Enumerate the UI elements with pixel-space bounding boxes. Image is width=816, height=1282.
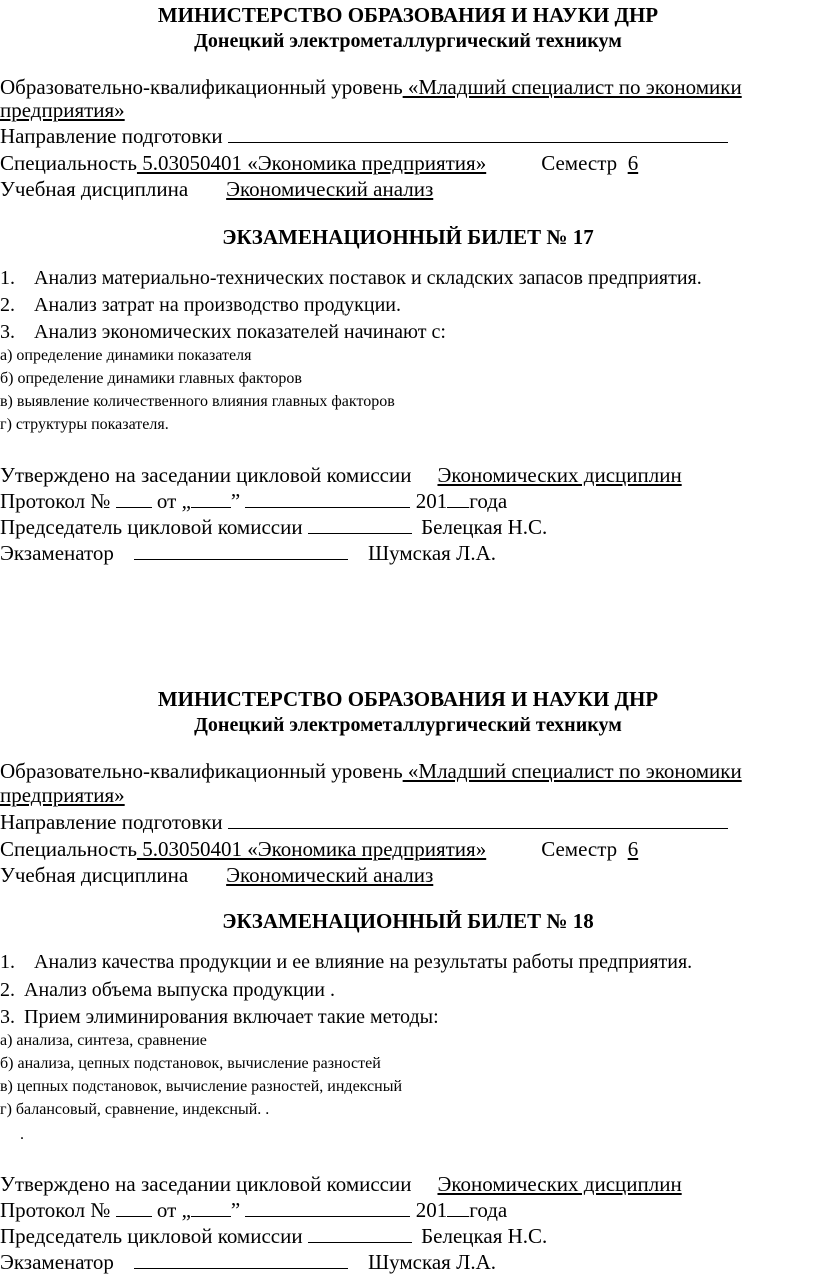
question-3 <box>0 320 446 344</box>
answer-option-a: а) анализа, синтеза, сравнение <box>0 1032 207 1049</box>
level-value-part1: «Младший специалист по экономики <box>402 75 742 99</box>
question-3 <box>0 1005 439 1029</box>
specialty-value: 5.03050401 «Экономика предприятия» <box>136 151 487 175</box>
chair-name: Белецкая Н.С. <box>421 515 548 539</box>
direction-label: Направление подготовки <box>0 810 223 834</box>
question-1 <box>0 266 702 290</box>
answer-option-b: б) определение динамики главных факторов <box>0 370 302 387</box>
approved-line <box>0 1172 682 1196</box>
examiner-name: Шумская Л.А. <box>367 541 496 565</box>
protocol-month-blank <box>245 1198 410 1217</box>
question-text: Прием элиминирования включает такие методы: <box>24 1006 439 1028</box>
level-label: Образовательно-квалификационный уровень <box>0 75 403 99</box>
protocol-from: от „ <box>156 489 191 513</box>
level-value-part2: предприятия» <box>0 98 125 122</box>
level-label: Образовательно-квалификационный уровень <box>0 759 403 783</box>
discipline-value: Экономический анализ <box>226 177 434 201</box>
ministry-header: МИНИСТЕРСТВО ОБРАЗОВАНИЯ И НАУКИ ДНР <box>157 3 659 27</box>
chair-line <box>0 515 547 539</box>
examiner-line <box>0 541 496 565</box>
examiner-name: Шумская Л.А. <box>367 1250 496 1274</box>
question-2 <box>0 978 335 1002</box>
approved-label: Утверждено на заседании цикловой комиссии <box>0 1172 412 1196</box>
question-text: Анализ качества продукции и ее влияние на результаты работы предприятия. <box>34 951 693 973</box>
approved-value: Экономических дисциплин <box>437 1172 682 1196</box>
college-header: Донецкий электрометаллургический техникум <box>194 714 622 736</box>
protocol-day-blank <box>191 1198 231 1217</box>
trailing-dot: . <box>20 1126 24 1143</box>
discipline-value: Экономический анализ <box>226 863 434 887</box>
chair-signature-blank <box>308 515 412 534</box>
approved-line <box>0 463 682 487</box>
protocol-year: 201 <box>415 1198 448 1222</box>
protocol-year-suffix: года <box>469 1198 508 1222</box>
question-text: Анализ объема выпуска продукции . <box>24 979 335 1001</box>
discipline-label: Учебная дисциплина <box>0 863 189 887</box>
answer-option-b: б) анализа, цепных подстановок, вычисление разностей <box>0 1055 381 1072</box>
direction-line <box>0 810 728 834</box>
direction-blank <box>228 124 728 143</box>
protocol-year-blank <box>447 1198 469 1217</box>
semester-label: Семестр <box>541 151 618 175</box>
question-1 <box>0 950 692 974</box>
examiner-label: Экзаменатор <box>0 1250 114 1274</box>
question-text: Анализ материально-технических поставок и складских запасов предприятия. <box>34 267 702 289</box>
answer-option-a: а) определение динамики показателя <box>0 347 252 364</box>
answer-option-d: г) балансовый, сравнение, индексный. . <box>0 1101 270 1118</box>
protocol-year-blank <box>447 489 469 508</box>
protocol-quote: ” <box>230 489 241 513</box>
semester-value: 6 <box>627 151 639 175</box>
chair-label: Председатель цикловой комиссии <box>0 1224 303 1248</box>
college-header: Донецкий электрометаллургический техникум <box>194 30 622 52</box>
examiner-signature-blank <box>134 541 348 560</box>
direction-blank <box>228 810 728 829</box>
examiner-signature-blank <box>134 1250 348 1269</box>
question-number: 3. <box>0 1006 15 1028</box>
specialty-label: Специальность <box>0 151 137 175</box>
answer-option-c: в) выявление количественного влияния главных факторов <box>0 393 395 410</box>
question-text: Анализ затрат на производство продукции. <box>34 294 401 316</box>
protocol-number-blank <box>116 1198 152 1217</box>
approved-value: Экономических дисциплин <box>437 463 682 487</box>
question-number: 3. <box>0 321 15 343</box>
discipline-line <box>0 863 433 887</box>
ticket-title: ЭКЗАМЕНАЦИОННЫЙ БИЛЕТ № 17 <box>222 225 594 249</box>
level-value-part1: «Младший специалист по экономики <box>402 759 742 783</box>
specialty-value: 5.03050401 «Экономика предприятия» <box>136 837 487 861</box>
protocol-from: от „ <box>156 1198 191 1222</box>
level-line-2 <box>0 783 125 807</box>
protocol-month-blank <box>245 489 410 508</box>
examiner-line <box>0 1250 496 1274</box>
chair-signature-blank <box>308 1224 412 1243</box>
specialty-line <box>0 837 638 861</box>
protocol-label: Протокол № <box>0 1198 111 1222</box>
question-number: 1. <box>0 267 15 289</box>
specialty-line <box>0 151 638 175</box>
answer-option-c: в) цепных подстановок, вычисление разностей, индексный <box>0 1078 403 1095</box>
specialty-label: Специальность <box>0 837 137 861</box>
semester-value: 6 <box>627 837 639 861</box>
ministry-header: МИНИСТЕРСТВО ОБРАЗОВАНИЯ И НАУКИ ДНР <box>157 687 659 711</box>
question-number: 1. <box>0 951 15 973</box>
ticket-title: ЭКЗАМЕНАЦИОННЫЙ БИЛЕТ № 18 <box>222 909 594 933</box>
protocol-label: Протокол № <box>0 489 111 513</box>
direction-label: Направление подготовки <box>0 124 223 148</box>
level-line <box>0 759 742 783</box>
chair-label: Председатель цикловой комиссии <box>0 515 303 539</box>
protocol-year: 201 <box>415 489 448 513</box>
level-value-part2: предприятия» <box>0 783 125 807</box>
protocol-year-suffix: года <box>469 489 508 513</box>
protocol-line <box>0 1198 507 1222</box>
discipline-label: Учебная дисциплина <box>0 177 189 201</box>
chair-line <box>0 1224 547 1248</box>
answer-option-d: г) структуры показателя. <box>0 416 169 433</box>
protocol-day-blank <box>191 489 231 508</box>
question-2 <box>0 293 401 317</box>
protocol-quote: ” <box>230 1198 241 1222</box>
direction-line <box>0 124 728 148</box>
level-line <box>0 75 742 99</box>
question-text: Анализ экономических показателей начинают с: <box>34 321 446 343</box>
level-line-2 <box>0 98 125 122</box>
question-number: 2. <box>0 294 15 316</box>
protocol-line <box>0 489 507 513</box>
discipline-line <box>0 177 433 201</box>
protocol-number-blank <box>116 489 152 508</box>
approved-label: Утверждено на заседании цикловой комиссии <box>0 463 412 487</box>
examiner-label: Экзаменатор <box>0 541 114 565</box>
question-number: 2. <box>0 979 15 1001</box>
semester-label: Семестр <box>541 837 618 861</box>
chair-name: Белецкая Н.С. <box>421 1224 548 1248</box>
